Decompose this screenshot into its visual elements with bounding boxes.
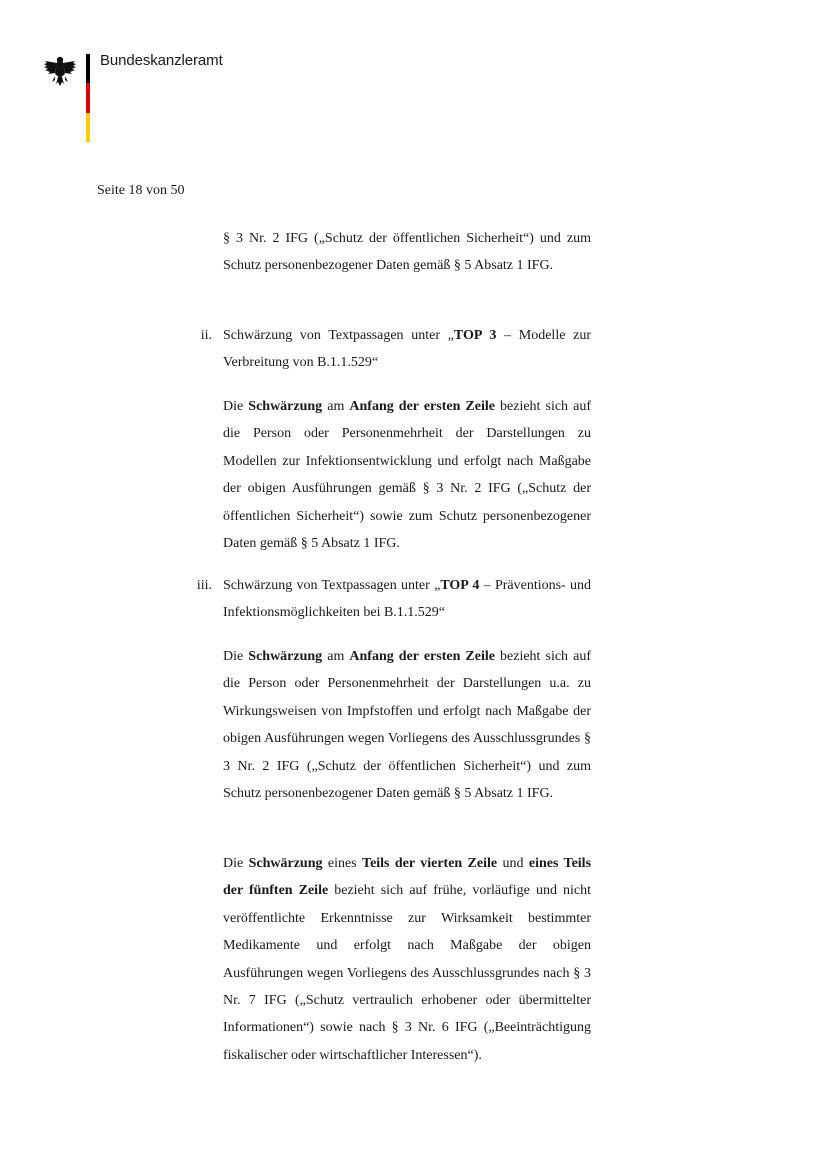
item-iii-text-1: Schwärzung von Textpassagen unter „ bbox=[223, 578, 441, 593]
page-number: Seite 18 von 50 bbox=[97, 183, 185, 198]
item-ii-text-2: – Modelle zur Verbreitung von B.1.1.529“ bbox=[223, 328, 591, 371]
para-ii-t3: am bbox=[322, 399, 350, 414]
para-iii-b-b2: Teils der vierten Zeile bbox=[362, 856, 498, 871]
para-iii-b-b1: Schwärzung bbox=[248, 856, 323, 871]
intro-paragraph bbox=[223, 225, 591, 280]
para-iii-b-t5: und bbox=[497, 856, 529, 871]
item-iii-text-2: – Präventions- und Infektionsmöglichkeiten bei B.1.1.529“ bbox=[223, 578, 591, 621]
para-iii-b-t3: eines bbox=[322, 856, 363, 871]
para-ii-t1: Die bbox=[223, 399, 249, 414]
para-iii-a-b1: Schwärzung bbox=[248, 649, 323, 664]
intro-text: § 3 Nr. 2 IFG („Schutz der öffentlichen Sicherheit“) und zum Schutz personenbezogener Daten gemäß § 5 Absatz 1 IFG. bbox=[223, 231, 591, 274]
para-iii-b-t7: bezieht sich auf frühe, vorläufige und nicht veröffentlichte Erkenntnisse zur Wirksamkeit bestimmter Medikamente und erfolgt nach Maßgabe der obigen Ausführungen wegen Vorliegens des Ausschlussgrundes nach § 3 Nr. 7 IFG („Schutz vertraulich erhobener oder übermittelter Informationen“) sowie nach § 3 Nr. 6 IFG („Beeinträchtigung fiskalischer oder wirtschaftlicher Interessen“). bbox=[223, 883, 591, 1063]
para-ii-b1: Schwärzung bbox=[248, 399, 323, 414]
para-iii-a-t3: am bbox=[322, 649, 350, 664]
paragraph-iii-a bbox=[223, 643, 591, 807]
list-item-ii-heading bbox=[223, 322, 591, 377]
federal-eagle-icon bbox=[42, 52, 78, 88]
paragraph-ii bbox=[223, 393, 591, 557]
list-marker-ii: ii. bbox=[200, 328, 212, 343]
flag-bar bbox=[86, 54, 90, 142]
para-iii-b-b3: eines Teils der fünften Zeile bbox=[223, 856, 592, 899]
para-iii-b-t1: Die bbox=[223, 856, 249, 871]
list-item-iii-heading bbox=[223, 572, 591, 627]
para-ii-b2: Anfang der ersten Zeile bbox=[349, 399, 495, 414]
para-ii-t5: bezieht sich auf die Person oder Personenmehrheit der Darstellungen zu Modellen zur Infektionsentwicklung und erfolgt nach Maßgabe der obigen Ausführungen gemäß § 3 Nr. 2 IFG („Schutz der öffentlichen Sicherheit“) sowie zum Schutz personenbezogener Daten gemäß § 5 Absatz 1 IFG. bbox=[223, 399, 591, 552]
list-marker-iii: iii. bbox=[196, 578, 212, 593]
flag-stripe-black bbox=[86, 54, 90, 83]
para-iii-a-t1: Die bbox=[223, 649, 249, 664]
item-ii-top: TOP 3 bbox=[453, 328, 497, 343]
para-iii-a-t5: bezieht sich auf die Person oder Personenmehrheit der Darstellungen u.a. zu Wirkungsweisen von Impfstoffen und erfolgt nach Maßgabe der obigen Ausführungen wegen Vorliegens des Ausschlussgrundes § 3 Nr. 2 IFG („Schutz der öffentlichen Sicherheit“) und zum Schutz personenbezogener Daten gemäß § 5 Absatz 1 IFG. bbox=[223, 649, 591, 802]
paragraph-iii-b bbox=[223, 850, 591, 1069]
organization-name: Bundeskanzleramt bbox=[100, 52, 223, 69]
para-iii-a-b2: Anfang der ersten Zeile bbox=[349, 649, 495, 664]
item-iii-top: TOP 4 bbox=[440, 578, 480, 593]
flag-stripe-gold bbox=[86, 113, 90, 142]
flag-stripe-red bbox=[86, 83, 90, 112]
item-ii-text-1: Schwärzung von Textpassagen unter „ bbox=[223, 328, 454, 343]
